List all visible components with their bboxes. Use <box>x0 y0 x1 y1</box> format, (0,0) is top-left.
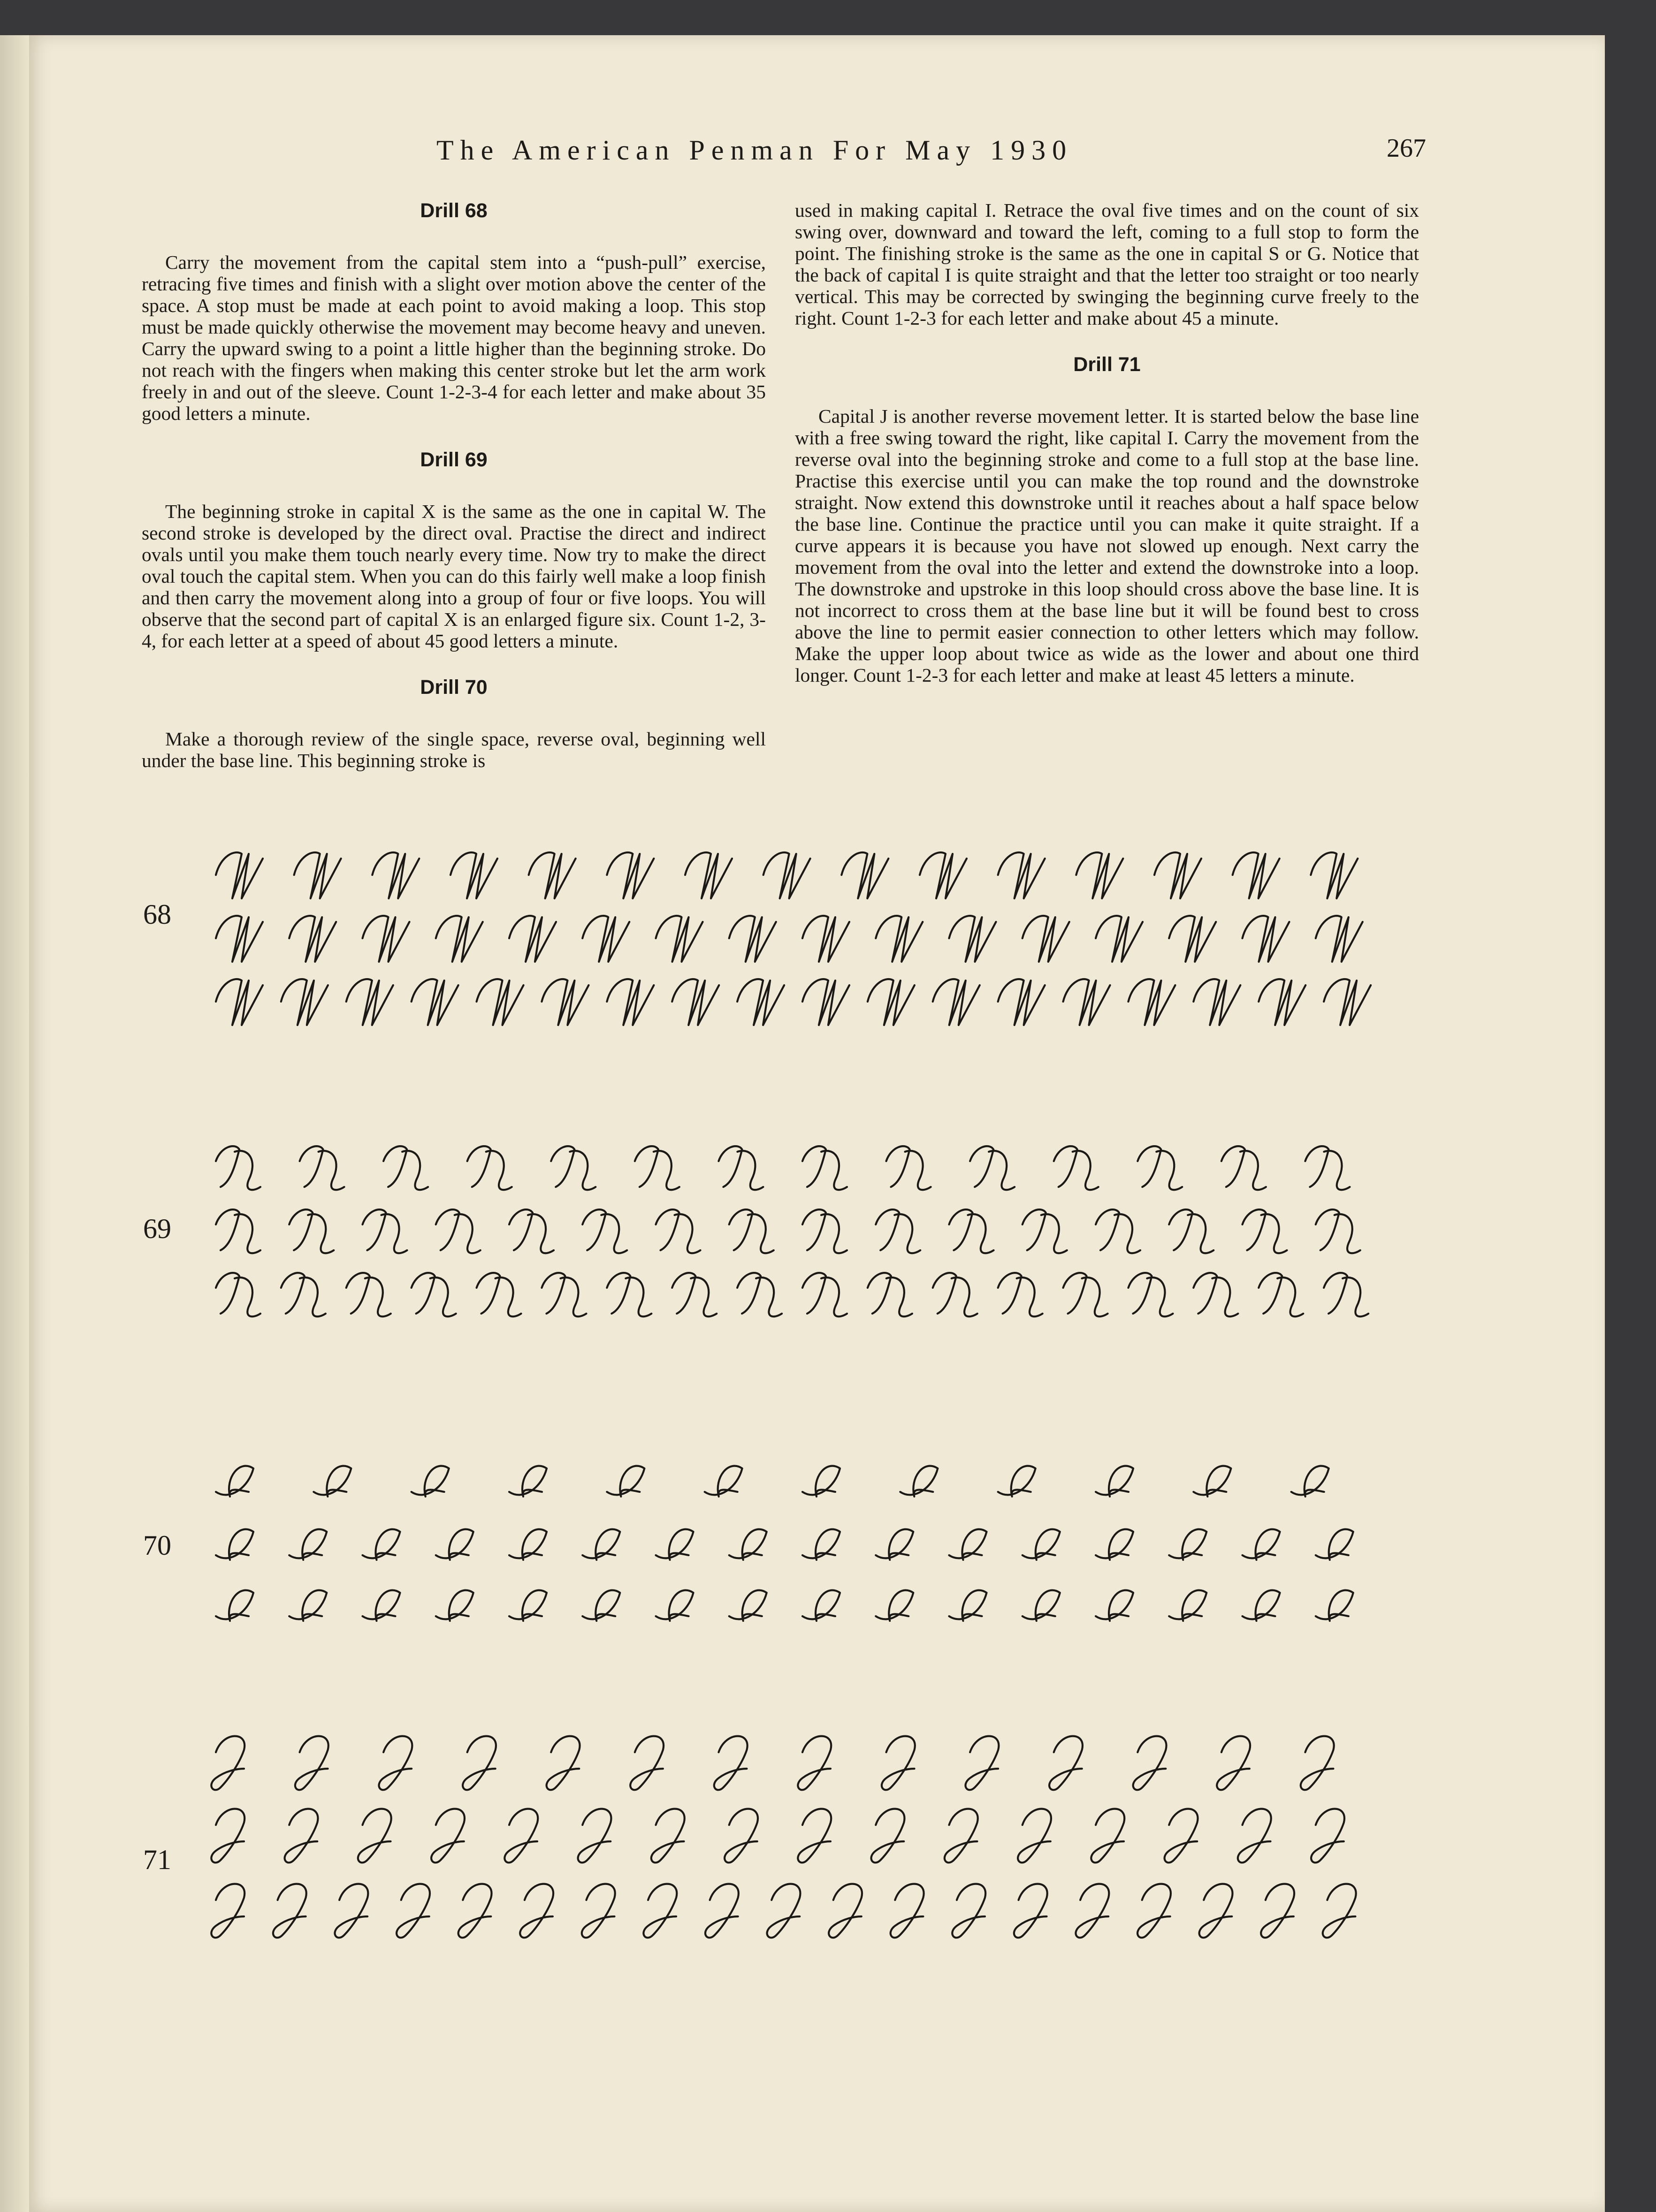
specimen-letter <box>1018 1809 1051 1863</box>
specimen-letter <box>1301 1736 1334 1790</box>
drill-70-specimen-row <box>197 1440 1427 1647</box>
specimen-letter <box>656 916 703 962</box>
drill-70-heading: Drill 70 <box>420 676 488 699</box>
specimen-letter <box>1137 1146 1182 1190</box>
specimen-letter <box>504 1809 538 1863</box>
specimen-letter <box>1324 1273 1368 1316</box>
specimen-letter <box>1133 1736 1167 1790</box>
specimen-letter <box>1154 852 1201 898</box>
specimen-letter <box>643 1884 677 1938</box>
specimen-letter <box>477 979 524 1025</box>
specimen-letter <box>1023 1590 1060 1621</box>
specimen-letter <box>876 1209 920 1253</box>
specimen-letter <box>1063 979 1110 1025</box>
specimen-letter <box>216 916 263 962</box>
specimen-letter <box>714 1736 748 1790</box>
specimen-letter <box>1076 852 1123 898</box>
specimen-letter <box>313 1466 351 1497</box>
specimen-letter <box>763 852 810 898</box>
specimen-letter <box>412 1466 449 1497</box>
specimen-letter <box>737 1273 782 1316</box>
specimen-letter <box>1316 916 1363 962</box>
specimen-letter <box>1128 1273 1173 1316</box>
specimen-letter <box>1316 1529 1353 1560</box>
specimen-letter <box>729 916 776 962</box>
specimen-letter <box>372 852 419 898</box>
specimen-letter <box>949 916 996 962</box>
specimen-letter <box>379 1736 412 1790</box>
specimen-letter <box>998 1273 1043 1316</box>
drill-69-body: The beginning stroke in capital X is the same as the one in capital W. The second stroke is developed by the direct oval. Practise the direct and indirect ovals until you make them touch nearly every time. Now try to make the direct oval touch the capital stem. When you can do this fairly well make a loop finish and then carry the movement along into a group of four or five loops. You will observe that the second part of capital X is an enlarged figure six. Count 1-2, 3-4, for each letter at a speed of about 45 good letters a minute. <box>142 501 766 652</box>
specimen-letter <box>802 1209 847 1253</box>
specimen-letter <box>767 1884 801 1938</box>
specimen-letter <box>949 1209 994 1253</box>
specimen-letter <box>1128 979 1175 1025</box>
specimen-letter <box>582 916 629 962</box>
specimen-letter <box>656 1209 701 1253</box>
specimen-letter <box>1323 1884 1356 1938</box>
specimen-letter <box>509 916 556 962</box>
specimen-letter <box>737 979 784 1025</box>
specimen-letter <box>1193 1466 1231 1497</box>
specimen-letter <box>582 1590 620 1621</box>
specimen-letter <box>1063 1273 1108 1316</box>
specimen-letter <box>933 1273 977 1316</box>
text-column-right <box>795 199 1419 710</box>
specimen-letter <box>216 1209 260 1253</box>
specimen-letter <box>520 1884 553 1938</box>
specimen-letter <box>547 1736 580 1790</box>
specimen-letter <box>802 1529 840 1560</box>
specimen-letter <box>1076 1884 1109 1938</box>
text-column-left <box>142 199 766 796</box>
specimen-letter <box>509 1466 547 1497</box>
specimen-letter <box>725 1809 758 1863</box>
specimen-letter <box>467 1146 512 1190</box>
specimen-letter <box>294 852 341 898</box>
specimen-letter <box>920 852 967 898</box>
specimen-letter <box>281 1273 326 1316</box>
specimen-letter <box>363 916 410 962</box>
specimen-letter <box>578 1809 611 1863</box>
specimen-letter <box>868 979 915 1025</box>
specimen-letter <box>1324 979 1371 1025</box>
specimen-letter <box>998 852 1045 898</box>
specimen-letter <box>463 1736 496 1790</box>
specimen-letter <box>551 1146 595 1190</box>
specimen-letter <box>1243 916 1290 962</box>
specimen-letter <box>458 1884 492 1938</box>
specimen-letter <box>363 1590 400 1621</box>
specimen-letter <box>216 1529 253 1560</box>
specimen-letter <box>300 1146 344 1190</box>
specimen-letter <box>802 1273 847 1316</box>
specimen-letter <box>273 1884 306 1938</box>
specimen-letter <box>635 1146 679 1190</box>
specimen-letter <box>1238 1809 1271 1863</box>
specimen-letter <box>412 979 458 1025</box>
specimen-letter <box>718 1146 763 1190</box>
specimen-letter <box>1169 1209 1213 1253</box>
specimen-letter <box>289 916 336 962</box>
specimen-letter <box>607 979 654 1025</box>
specimen-letter <box>630 1736 664 1790</box>
specimen-letter <box>1014 1884 1047 1938</box>
specimen-letter <box>1165 1809 1198 1863</box>
specimen-letter <box>1096 1209 1140 1253</box>
specimen-letter <box>1096 1590 1133 1621</box>
specimen-letter <box>798 1736 831 1790</box>
specimen-letter <box>1316 1209 1360 1253</box>
specimen-letter <box>346 1273 391 1316</box>
drill-70-body-continued: used in making capital I. Retrace the oval five times and on the count of six swing over, downward and toward the left, coming to a full stop to form the point. The finishing stroke is the same as the one in capital S or G. Notice that the back of capital I is quite straight and that the letter too straight or too nearly vertical. This may be corrected by swinging the beginning curve freely to the right. Count 1-2-3 for each letter and make about 45 a minute. <box>795 199 1419 329</box>
drill-71-heading: Drill 71 <box>1073 353 1141 376</box>
specimen-letter <box>582 1529 620 1560</box>
specimen-letter <box>216 979 263 1025</box>
specimen-letter <box>216 1590 253 1621</box>
specimen-letter <box>841 852 888 898</box>
specimen-letter <box>1199 1884 1233 1938</box>
specimen-letter <box>509 1529 547 1560</box>
specimen-letter <box>651 1809 685 1863</box>
specimen-68-label: 68 <box>143 899 171 930</box>
specimen-letter <box>1243 1590 1280 1621</box>
specimen-letter <box>705 1884 739 1938</box>
specimen-letter <box>1243 1209 1287 1253</box>
specimen-letter <box>1221 1146 1266 1190</box>
specimen-letter <box>216 1273 260 1316</box>
drill-68-body: Carry the movement from the capital stem into a “push-pull” exercise, retracing five times and finish with a slight over motion above the center of the space. A stop must be made at each point to avoid making a loop. This stop must be made quickly otherwise the movement may become heavy and uneven. Carry the upward swing to a point a little higher than the beginning stroke. Do not reach with the fingers when making this center stroke but let the arm work freely in and out of the sleeve. Count 1-2-3-4 for each letter and make about 35 good letters a minute. <box>142 251 766 424</box>
specimen-letter <box>216 852 263 898</box>
drill-69-heading: Drill 69 <box>420 448 488 471</box>
specimen-letter <box>397 1884 430 1938</box>
specimen-letter <box>1259 1273 1303 1316</box>
specimen-letter <box>358 1809 391 1863</box>
specimen-letter <box>607 1273 651 1316</box>
specimen-letter <box>477 1273 521 1316</box>
specimen-letter <box>363 1209 407 1253</box>
drill-68-heading: Drill 68 <box>420 199 488 222</box>
specimen-letter <box>1311 852 1358 898</box>
running-head: The American Penman For May 1930 <box>436 135 1073 166</box>
specimen-letter <box>436 1590 473 1621</box>
specimen-letter <box>289 1209 334 1253</box>
specimen-letter <box>285 1809 318 1863</box>
specimen-letter <box>876 916 923 962</box>
specimen-letter <box>802 1466 840 1497</box>
specimen-letter <box>1169 1529 1206 1560</box>
specimen-letter <box>891 1884 924 1938</box>
specimen-letter <box>1243 1529 1280 1560</box>
specimen-letter <box>1096 916 1143 962</box>
specimen-letter <box>1193 1273 1238 1316</box>
drill-71-specimen-row <box>197 1703 1427 1938</box>
specimen-letter <box>412 1273 456 1316</box>
specimen-letter <box>998 979 1045 1025</box>
specimen-letter <box>952 1884 985 1938</box>
specimen-letter <box>436 1529 473 1560</box>
specimen-letter <box>802 1590 840 1621</box>
specimen-letter <box>216 1146 260 1190</box>
specimen-letter <box>966 1736 999 1790</box>
specimen-letter <box>211 1736 244 1790</box>
specimen-letter <box>1311 1809 1344 1863</box>
specimen-letter <box>1259 979 1305 1025</box>
specimen-letter <box>886 1146 931 1190</box>
specimen-70-label: 70 <box>143 1530 171 1561</box>
specimen-letter <box>1096 1529 1133 1560</box>
specimen-letter <box>542 1273 586 1316</box>
specimen-letter <box>1096 1466 1133 1497</box>
drill-69-specimen-row <box>197 1121 1427 1328</box>
specimen-letter <box>729 1529 767 1560</box>
specimen-letter <box>582 1209 627 1253</box>
specimen-letter <box>970 1146 1015 1190</box>
specimen-letter <box>798 1809 831 1863</box>
specimen-letter <box>1233 852 1280 898</box>
specimen-letter <box>876 1529 913 1560</box>
specimen-letter <box>1169 916 1216 962</box>
specimen-letter <box>281 979 328 1025</box>
specimen-letter <box>729 1590 767 1621</box>
specimen-letter <box>876 1590 913 1621</box>
specimen-letter <box>582 1884 615 1938</box>
specimen-letter <box>363 1529 400 1560</box>
drill-71-body: Capital J is another reverse movement letter. It is started below the base line with a free swing toward the right, like capital I. Carry the movement from the reverse oval into the beginning stroke and come to a full stop at the base line. Practise this exercise until you can make the top round and the downstroke straight. Now extend this downstroke until it reaches about a half space below the base line. Continue the practice until you can make it quite straight. If a curve appears it is because you have not slowed up enough. Next carry the movement from the oval into the letter and extend the downstroke into a loop. The downstroke and upstroke in this loop should cross above the base line. It is not incorrect to cross them at the base line but it will be found best to cross above the line to permit easier connection to other letters which may follow. Make the upper loop about twice as wide as the lower and about one third longer. Count 1-2-3 for each letter and make at least 45 letters a minute. <box>795 405 1419 686</box>
specimen-letter <box>656 1590 694 1621</box>
specimen-letter <box>295 1736 328 1790</box>
specimen-letter <box>542 979 588 1025</box>
specimen-letter <box>1169 1590 1206 1621</box>
specimen-letter <box>216 1466 253 1497</box>
specimen-letter <box>450 852 497 898</box>
specimen-letter <box>949 1529 987 1560</box>
specimen-letter <box>1291 1466 1329 1497</box>
specimen-letter <box>882 1736 915 1790</box>
specimen-letter <box>383 1146 428 1190</box>
specimen-letter <box>949 1590 987 1621</box>
specimen-letter <box>900 1466 938 1497</box>
specimen-letter <box>802 916 849 962</box>
specimen-letter <box>945 1809 978 1863</box>
specimen-letter <box>1023 1529 1060 1560</box>
specimen-letter <box>211 1884 244 1938</box>
specimen-letter <box>436 916 483 962</box>
specimen-letter <box>672 1273 717 1316</box>
specimen-letter <box>672 979 719 1025</box>
specimen-letter <box>998 1466 1036 1497</box>
specimen-letter <box>1217 1736 1250 1790</box>
specimen-letter <box>346 979 393 1025</box>
specimen-letter <box>607 1466 644 1497</box>
specimen-letter <box>211 1809 244 1863</box>
specimen-letter <box>829 1884 862 1938</box>
specimen-71-label: 71 <box>143 1844 171 1875</box>
drill-70-body-start: Make a thorough review of the single space, reverse oval, beginning well under the base line. This beginning stroke is <box>142 728 766 771</box>
specimen-letter <box>1137 1884 1171 1938</box>
specimen-letter <box>1054 1146 1099 1190</box>
specimen-letter <box>868 1273 912 1316</box>
facing-page-edge <box>0 35 29 2212</box>
specimen-letter <box>1023 916 1069 962</box>
specimen-letter <box>802 979 849 1025</box>
specimen-69-label: 69 <box>143 1213 171 1244</box>
drill-68-specimen-row <box>197 830 1427 1037</box>
specimen-letter <box>1261 1884 1294 1938</box>
specimen-letter <box>729 1209 774 1253</box>
specimen-letter <box>1316 1590 1353 1621</box>
specimen-letter <box>436 1209 481 1253</box>
specimen-letter <box>509 1590 547 1621</box>
specimen-letter <box>289 1529 327 1560</box>
specimen-letter <box>685 852 732 898</box>
specimen-letter <box>1193 979 1240 1025</box>
specimen-letter <box>705 1466 742 1497</box>
specimen-letter <box>656 1529 694 1560</box>
specimen-letter <box>933 979 980 1025</box>
specimen-letter <box>289 1590 327 1621</box>
specimen-letter <box>1023 1209 1067 1253</box>
specimen-letter <box>871 1809 905 1863</box>
specimen-letter <box>431 1809 465 1863</box>
page-number: 267 <box>1387 134 1426 163</box>
specimen-letter <box>529 852 576 898</box>
specimen-letter <box>509 1209 554 1253</box>
specimen-letter <box>1091 1809 1124 1863</box>
specimen-letter <box>1049 1736 1083 1790</box>
specimen-letter <box>607 852 654 898</box>
specimen-letter <box>1305 1146 1350 1190</box>
specimen-letter <box>335 1884 368 1938</box>
specimen-letter <box>802 1146 847 1190</box>
